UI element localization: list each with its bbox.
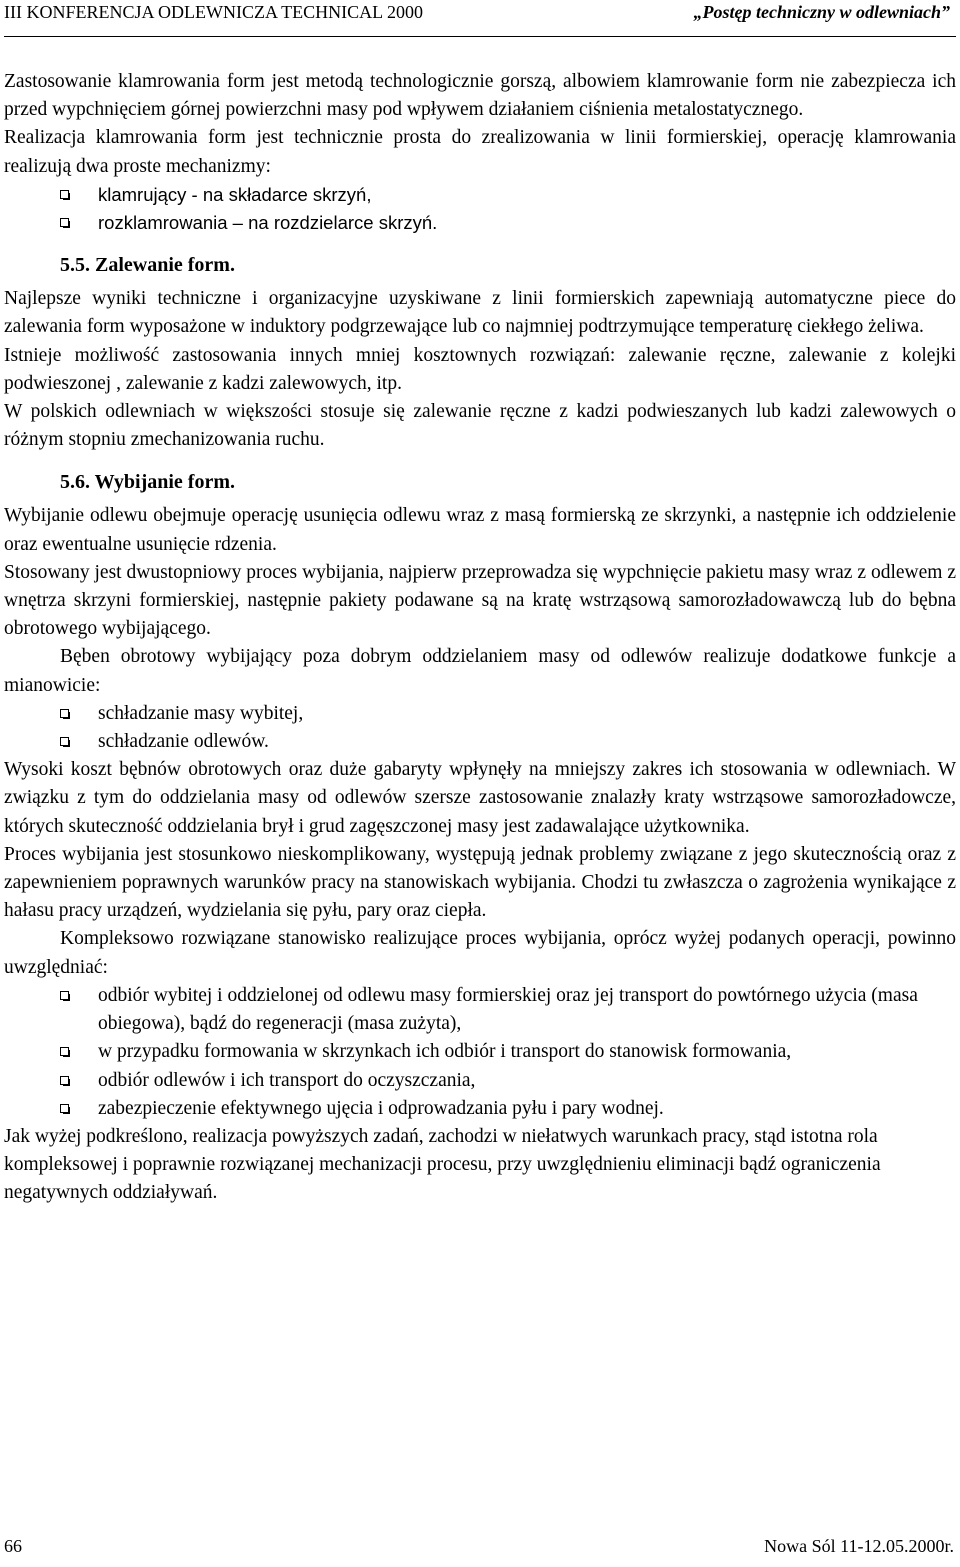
list-item: w przypadku formowania w skrzynkach ich odbiór i transport do stanowisk formowania, <box>4 1038 956 1066</box>
checkbox-bullet-icon <box>60 991 69 1000</box>
paragraph: Stosowany jest dwustopniowy proces wybijania, najpierw przeprowadza się wypchnięcie pakietu masy wraz z odlewem z wnętrza skrzyni formierskiej, następnie pakiety podawane są na kratę wstrząsową samorozładowawczą lub do bębna obrotowego wybijającego. <box>4 561 956 640</box>
paragraph: Proces wybijania jest stosunkowo nieskomplikowany, występują jednak problemy związane z jego skutecznością oraz z zapewnieniem poprawnych warunków pracy na stanowiskach wybijania. Chodzi tu zwłaszcza o zagrożenia wynikające z hałasu pracy urządzeń, wydzielania się pyłu, pary oraz ciepła. <box>4 843 956 922</box>
checkbox-bullet-icon <box>60 1076 69 1085</box>
list-item: schładzanie masy wybitej, <box>4 700 956 728</box>
conference-title: III KONFERENCJA ODLEWNICZA TECHNICAL 2000 <box>4 2 423 22</box>
paragraph: Wysoki koszt bębnów obrotowych oraz duże gabaryty wpłynęły na mniejszy zakres ich stosowania w odlewniach. W związku z tym do oddzielania masy od odlewów szersze zastosowanie znalazły kraty wstrząsowe samorozładowcze, których skuteczność oddzielania brył i grud zagęszczonej masy jest zadawalające użytkownika. <box>4 759 956 837</box>
running-title: „Postęp techniczny w odlewniach” <box>693 2 950 22</box>
list-item: zabezpieczenie efektywnego ujęcia i odprowadzania pyłu i pary wodnej. <box>4 1095 956 1123</box>
section-heading: 5.6. Wybijanie form. <box>60 471 235 494</box>
checkbox-bullet-icon <box>60 1047 69 1056</box>
checkbox-list <box>4 982 956 1123</box>
paragraph: Najlepsze wyniki techniczne i organizacyjne uzyskiwane z linii formierskich zapewniają automatyczne piece do zalewania form wyposażone w induktory podgrzewające lub co najmniej podtrzymujące temperaturę ciekłego żeliwa. <box>4 288 956 338</box>
paragraph: Realizacja klamrowania form jest technicznie prosta do zrealizowania w linii formierskiej, operację klamrowania realizują dwa proste mechanizmy: <box>4 127 956 177</box>
place-date: Nowa Sól 11-12.05.2000r. <box>764 1536 954 1556</box>
paragraph: Zastosowanie klamrowania form jest metodą technologicznie gorszą, albowiem klamrowanie form nie zabezpiecza ich przed wypchnięciem górnej powierzchni masy pod wpływem działaniem ciśnienia metalostatycznego. <box>4 71 956 121</box>
paragraph: Wybijanie odlewu obejmuje operację usunięcia odlewu wraz z masą formierską ze skrzynki, a następnie ich oddzielenie oraz ewentualne usunięcie rdzenia. <box>4 505 956 555</box>
list-item: odbiór wybitej i oddzielonej od odlewu masy formierskiej oraz jej transport do powtórnego użycia (masa obiegowa), bądź do regeneracji (masa zużyta), <box>4 982 956 1038</box>
list-item: rozklamrowania – na rozdzielarce skrzyń. <box>4 209 956 237</box>
list-item: schładzanie odlewów. <box>4 728 956 756</box>
paragraph: Kompleksowo rozwiązane stanowisko realizujące proces wybijania, oprócz wyżej podanych operacji, powinno uwzględniać: <box>4 928 956 978</box>
checkbox-list <box>4 700 956 756</box>
checkbox-bullet-icon <box>60 218 69 227</box>
paragraph: W polskich odlewniach w większości stosuje się zalewanie ręczne z kadzi podwieszanych lub kadzi zalewowych o różnym stopniu zmechanizowania ruchu. <box>4 401 956 451</box>
list-item: klamrujący - na składarce skrzyń, <box>4 181 956 209</box>
paragraph: Jak wyżej podkreślono, realizacja powyższych zadań, zachodzi w niełatwych warunkach pracy, stąd istotna rola kompleksowej i poprawnie rozwiązanej mechanizacji procesu, przy uwzględnieniu eliminacji bądź ograniczenia negatywnych oddziaływań. <box>4 1125 881 1204</box>
page-number: 66 <box>4 1536 22 1556</box>
checkbox-bullet-icon <box>60 1104 69 1113</box>
section-heading: 5.5. Zalewanie form. <box>60 254 235 277</box>
checkbox-list <box>4 181 956 237</box>
checkbox-bullet-icon <box>60 190 69 199</box>
list-item: odbiór odlewów i ich transport do oczyszczania, <box>4 1067 956 1095</box>
checkbox-bullet-icon <box>60 709 69 718</box>
paragraph: Bęben obrotowy wybijający poza dobrym oddzielaniem masy od odlewów realizuje dodatkowe funkcje a mianowicie: <box>4 646 956 696</box>
document-body <box>4 68 956 1208</box>
paragraph: Istnieje możliwość zastosowania innych mniej kosztownych rozwiązań: zalewanie ręczne, zalewanie z kolejki podwieszonej , zalewanie z kadzi zalewowych, itp. <box>4 344 956 394</box>
checkbox-bullet-icon <box>60 737 69 746</box>
page-header <box>4 0 956 37</box>
